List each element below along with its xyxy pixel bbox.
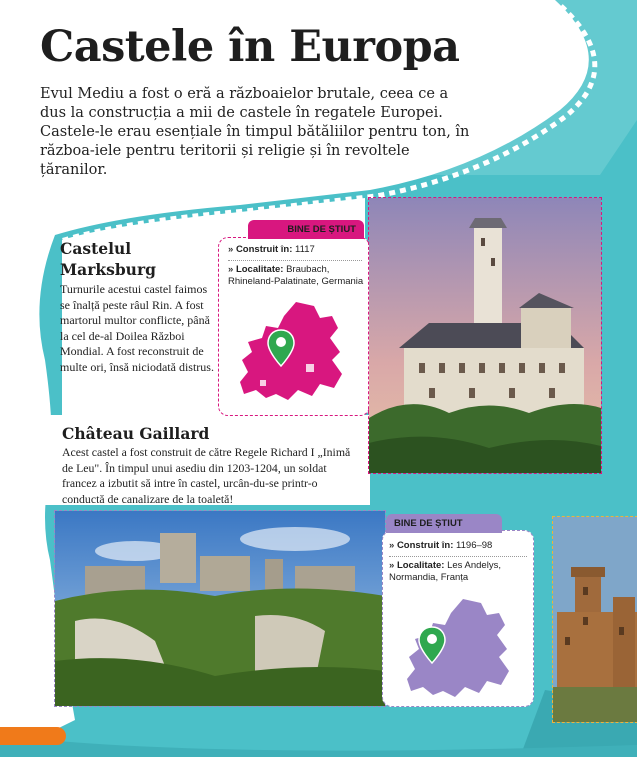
intro-paragraph: Evul Mediu a fost o eră a războaielor brutale, ceea ce a dus la construcția a mii de castele în regatele Europei. Castele-le erau esențiale în timpul bătăliilor pentru ton, în războa-iele pentru teritorii și religie și în revoltele țăranilor. [40, 86, 470, 178]
gaillard-photo [54, 510, 386, 707]
marksburg-location-label: Localitate: [235, 264, 284, 275]
marksburg-title [60, 238, 156, 280]
gaillard-location [389, 560, 529, 584]
gaillard-location-label: Localitate: [396, 560, 445, 571]
gaillard-fact-tab: BINE DE ȘTIUT [386, 514, 502, 533]
gaillard-built [389, 540, 529, 552]
page-tab-marker [0, 727, 66, 745]
gaillard-fact-divider [389, 556, 527, 557]
marksburg-europe-map [236, 298, 346, 404]
arrow-icon: » [389, 540, 395, 551]
marksburg-fact-divider [228, 260, 362, 261]
marksburg-location [228, 264, 366, 288]
arrow-icon: » [228, 244, 234, 255]
marksburg-photo [368, 197, 602, 474]
marksburg-title-line1: Castelul [60, 239, 132, 258]
gaillard-location-value: Les Andelys, Normandia, Franța [389, 560, 501, 583]
marksburg-location-value: Braubach, Rhineland-Palatinate, Germania [228, 264, 364, 287]
marksburg-title-line2: Marksburg [60, 260, 156, 279]
marksburg-built-label: Construit în: [235, 244, 293, 255]
marksburg-text: Turnurile acestui castel faimos se înalță peste râul Rin. A fost martorul multor conflicte, până la cel de-al Doilea Război Mondial. A fost reconstruit de multe ori, însă niciodată distrus. [60, 282, 214, 374]
marksburg-built-value: 1117 [295, 244, 315, 255]
third-castle-photo [552, 516, 637, 723]
gaillard-built-label: Construit în: [396, 540, 454, 551]
page-title: Castele în Europa [40, 22, 460, 72]
marksburg-fact-tab: BINE DE ȘTIUT [248, 220, 364, 239]
gaillard-title: Château Gaillard [62, 424, 210, 443]
arrow-icon: » [389, 560, 395, 571]
gaillard-europe-map [405, 595, 515, 700]
arrow-icon: » [228, 264, 234, 275]
gaillard-text: Acest castel a fost construit de către Regele Richard I „Inimă de Leu". În timpul unui asediu din 1203-1204, un soldat francez a izbutit să intre în castel, urcân-du-se printr-o conductă de canalizare de la toaletă! [62, 445, 351, 506]
gaillard-built-value: 1196–98 [456, 540, 493, 551]
marksburg-built [228, 244, 363, 256]
